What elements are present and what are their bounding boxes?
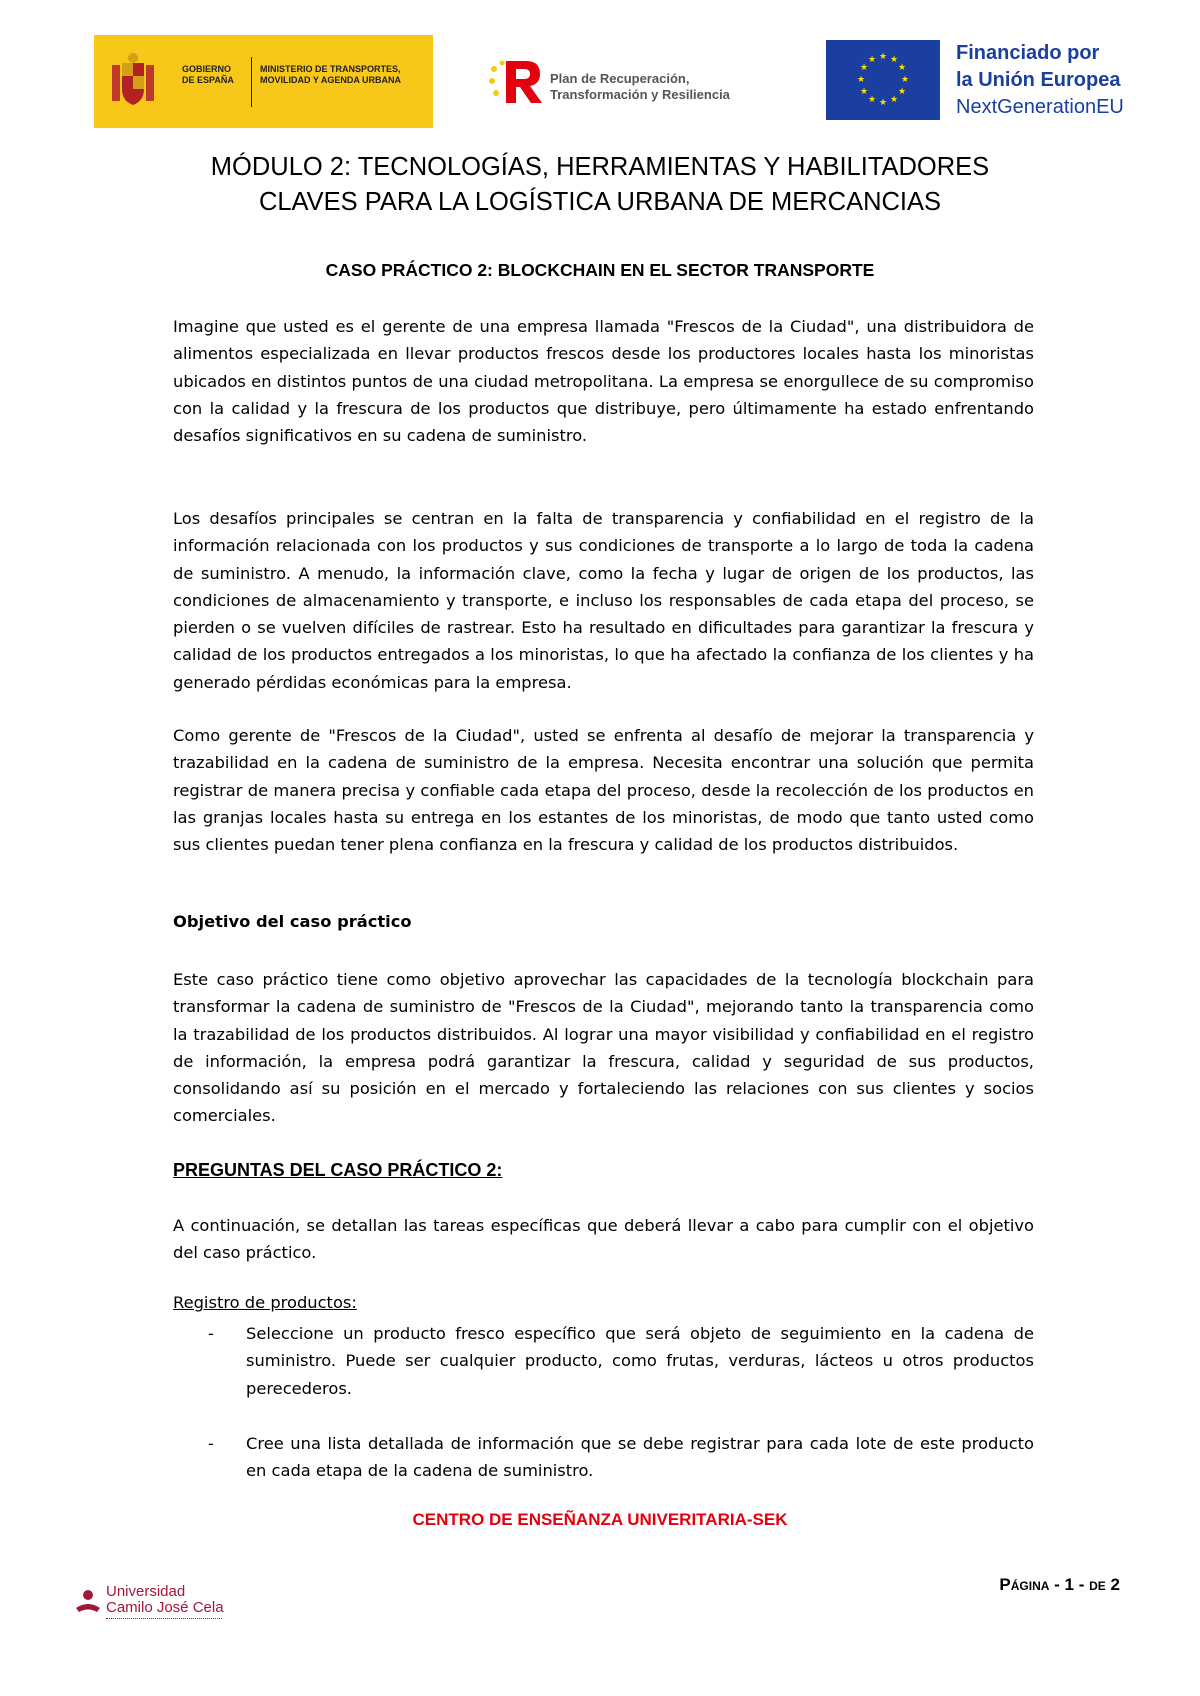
paragraph-2: Los desafíos principales se centran en la falta de transparencia y confiabilidad en el registro de la información relacionada con los productos y sus condiciones de transporte a lo largo de toda la cadena de suministro. A menudo, la información clave, como la fecha y lugar de origen de los productos, las condiciones de almacenamiento y transporte, e incluso los responsables de cada etapa del proceso, se pierden o se vuelven difíciles de rastrear. Esto ha resultado en dificultades para garantizar la frescura y calidad de los productos entregados a los minoristas, lo que ha afectado la confianza de los clientes y ha generado pérdidas económicas para la empresa. [173,509,1034,692]
paragraph-3: Como gerente de "Frescos de la Ciudad", usted se enfrenta al desafío de mejorar la transparencia y trazabilidad en la cadena de suministro de la empresa. Necesita encontrar una solución que permita registrar de manera precisa y confiable cada etapa del proceso, desde la recolección de los productos en las granjas locales hasta su entrega en los estantes de los minoristas, de modo que tanto usted como sus clientes puedan tener plena confianza en la frescura y calidad de los productos distribuidos. [173,726,1034,855]
case-title: CASO PRÁCTICO 2: BLOCKCHAIN EN EL SECTOR TRANSPORTE [325,260,875,280]
registro-heading: Registro de productos: [173,1293,357,1312]
eu-text [956,40,1124,121]
bullet-dash: - [208,1434,214,1453]
eu-line-2: la Unión Europea [956,69,1121,91]
page-total: 2 [1110,1575,1120,1594]
coat-of-arms-icon [108,51,158,111]
eu-logo [826,40,1146,122]
page-number [999,1575,1120,1595]
page-label-rest: ÁGINA [1010,1579,1050,1593]
university-tagline-decoration [106,1618,222,1622]
prtr-text [550,71,730,103]
paragraph-4: Este caso práctico tiene como objetivo aprovechar las capacidades de la tecnología blockchain para transformar la cadena de suministro de "Frescos de la Ciudad", mejorando tanto la transparencia como la trazabilidad de los productos distribuidos. Al lograr una mayor visibilidad y confiabilidad en el registro de información, la empresa podrá garantizar la frescura, calidad y seguridad de sus productos, consolidando así su posición en el mercado y fortaleciendo las relaciones con sus clientes y socios comerciales. [173,970,1034,1126]
ucjc-mark-icon [74,1588,102,1618]
svg-text:★: ★ [878,98,888,108]
bullet-dash: - [208,1324,214,1343]
paragraph-5: A continuación, se detallan las tareas específicas que deberá llevar a cabo para cumplir con el objetivo del caso práctico. [173,1216,1034,1263]
eu-line-3: NextGenerationEU [956,96,1124,118]
prtr-logo [488,55,778,110]
questions-heading: PREGUNTAS DEL CASO PRÁCTICO 2: [173,1160,503,1180]
eu-line-1: Financiado por [956,42,1100,64]
page-separator: - [1074,1575,1090,1594]
gobierno-name: GOBIERNO DE ESPAÑA [182,64,234,85]
svg-text:★: ★ [867,95,877,105]
list-item-text: Cree una lista detallada de información que se debe registrar para cada lote de este producto en cada etapa de la cadena de suministro. [246,1434,1034,1481]
page-label-initial: P [999,1575,1011,1594]
svg-text:★: ★ [889,55,899,65]
module-title-line-1: MÓDULO 2: TECNOLOGÍAS, HERRAMIENTAS Y HABILITADORES [210,153,990,181]
module-title [120,150,1080,220]
svg-text:★: ★ [859,87,869,97]
prtr-line-2: Transformación y Resiliencia [550,87,730,102]
objective-heading: Objetivo del caso práctico [173,912,412,931]
module-title-line-2: CLAVES PARA LA LOGÍSTICA URBANA DE MERCANCIAS [258,188,942,216]
svg-text:★: ★ [856,75,866,85]
svg-text:★: ★ [867,55,877,65]
paragraph-1: Imagine que usted es el gerente de una empresa llamada "Frescos de la Ciudad", una distribuidora de alimentos especializada en llevar productos frescos desde los productores locales hasta los minoristas ubicados en distintos puntos de una ciudad metropolitana. La empresa se enorgullece de su compromiso con la calidad y la frescura de los productos que distribuye, pero últimamente ha estado enfrentando desafíos significativos en su cadena de suministro. [173,317,1034,446]
svg-text:★: ★ [897,63,907,73]
svg-text:★: ★ [897,87,907,97]
divider [251,57,252,107]
gobierno-ministerio-logo [94,35,433,128]
page-of-label: DE [1089,1579,1106,1593]
page-current: 1 [1064,1575,1075,1594]
prtr-line-1: Plan de Recuperación, [550,71,690,86]
eu-flag-icon [826,40,940,120]
prtr-r-icon [488,57,544,105]
list-item-text: Seleccione un producto fresco específico que será objeto de seguimiento en la cadena de suministro. Puede ser cualquier producto, como frutas, verduras, lácteos u otros productos perecederos. [246,1324,1034,1398]
ministerio-name: MINISTERIO DE TRANSPORTES, MOVILIDAD Y AGENDA URBANA [260,64,402,85]
svg-text:★: ★ [889,95,899,105]
university-name: Universidad Camilo José Cela [106,1583,224,1616]
ucjc-logo [74,1580,244,1632]
svg-text:★: ★ [859,63,869,73]
page-separator: - [1049,1575,1065,1594]
svg-text:★: ★ [900,75,910,85]
center-name: CENTRO DE ENSEÑANZA UNIVERITARIA-SEK [412,1510,788,1529]
svg-text:★: ★ [878,52,888,62]
